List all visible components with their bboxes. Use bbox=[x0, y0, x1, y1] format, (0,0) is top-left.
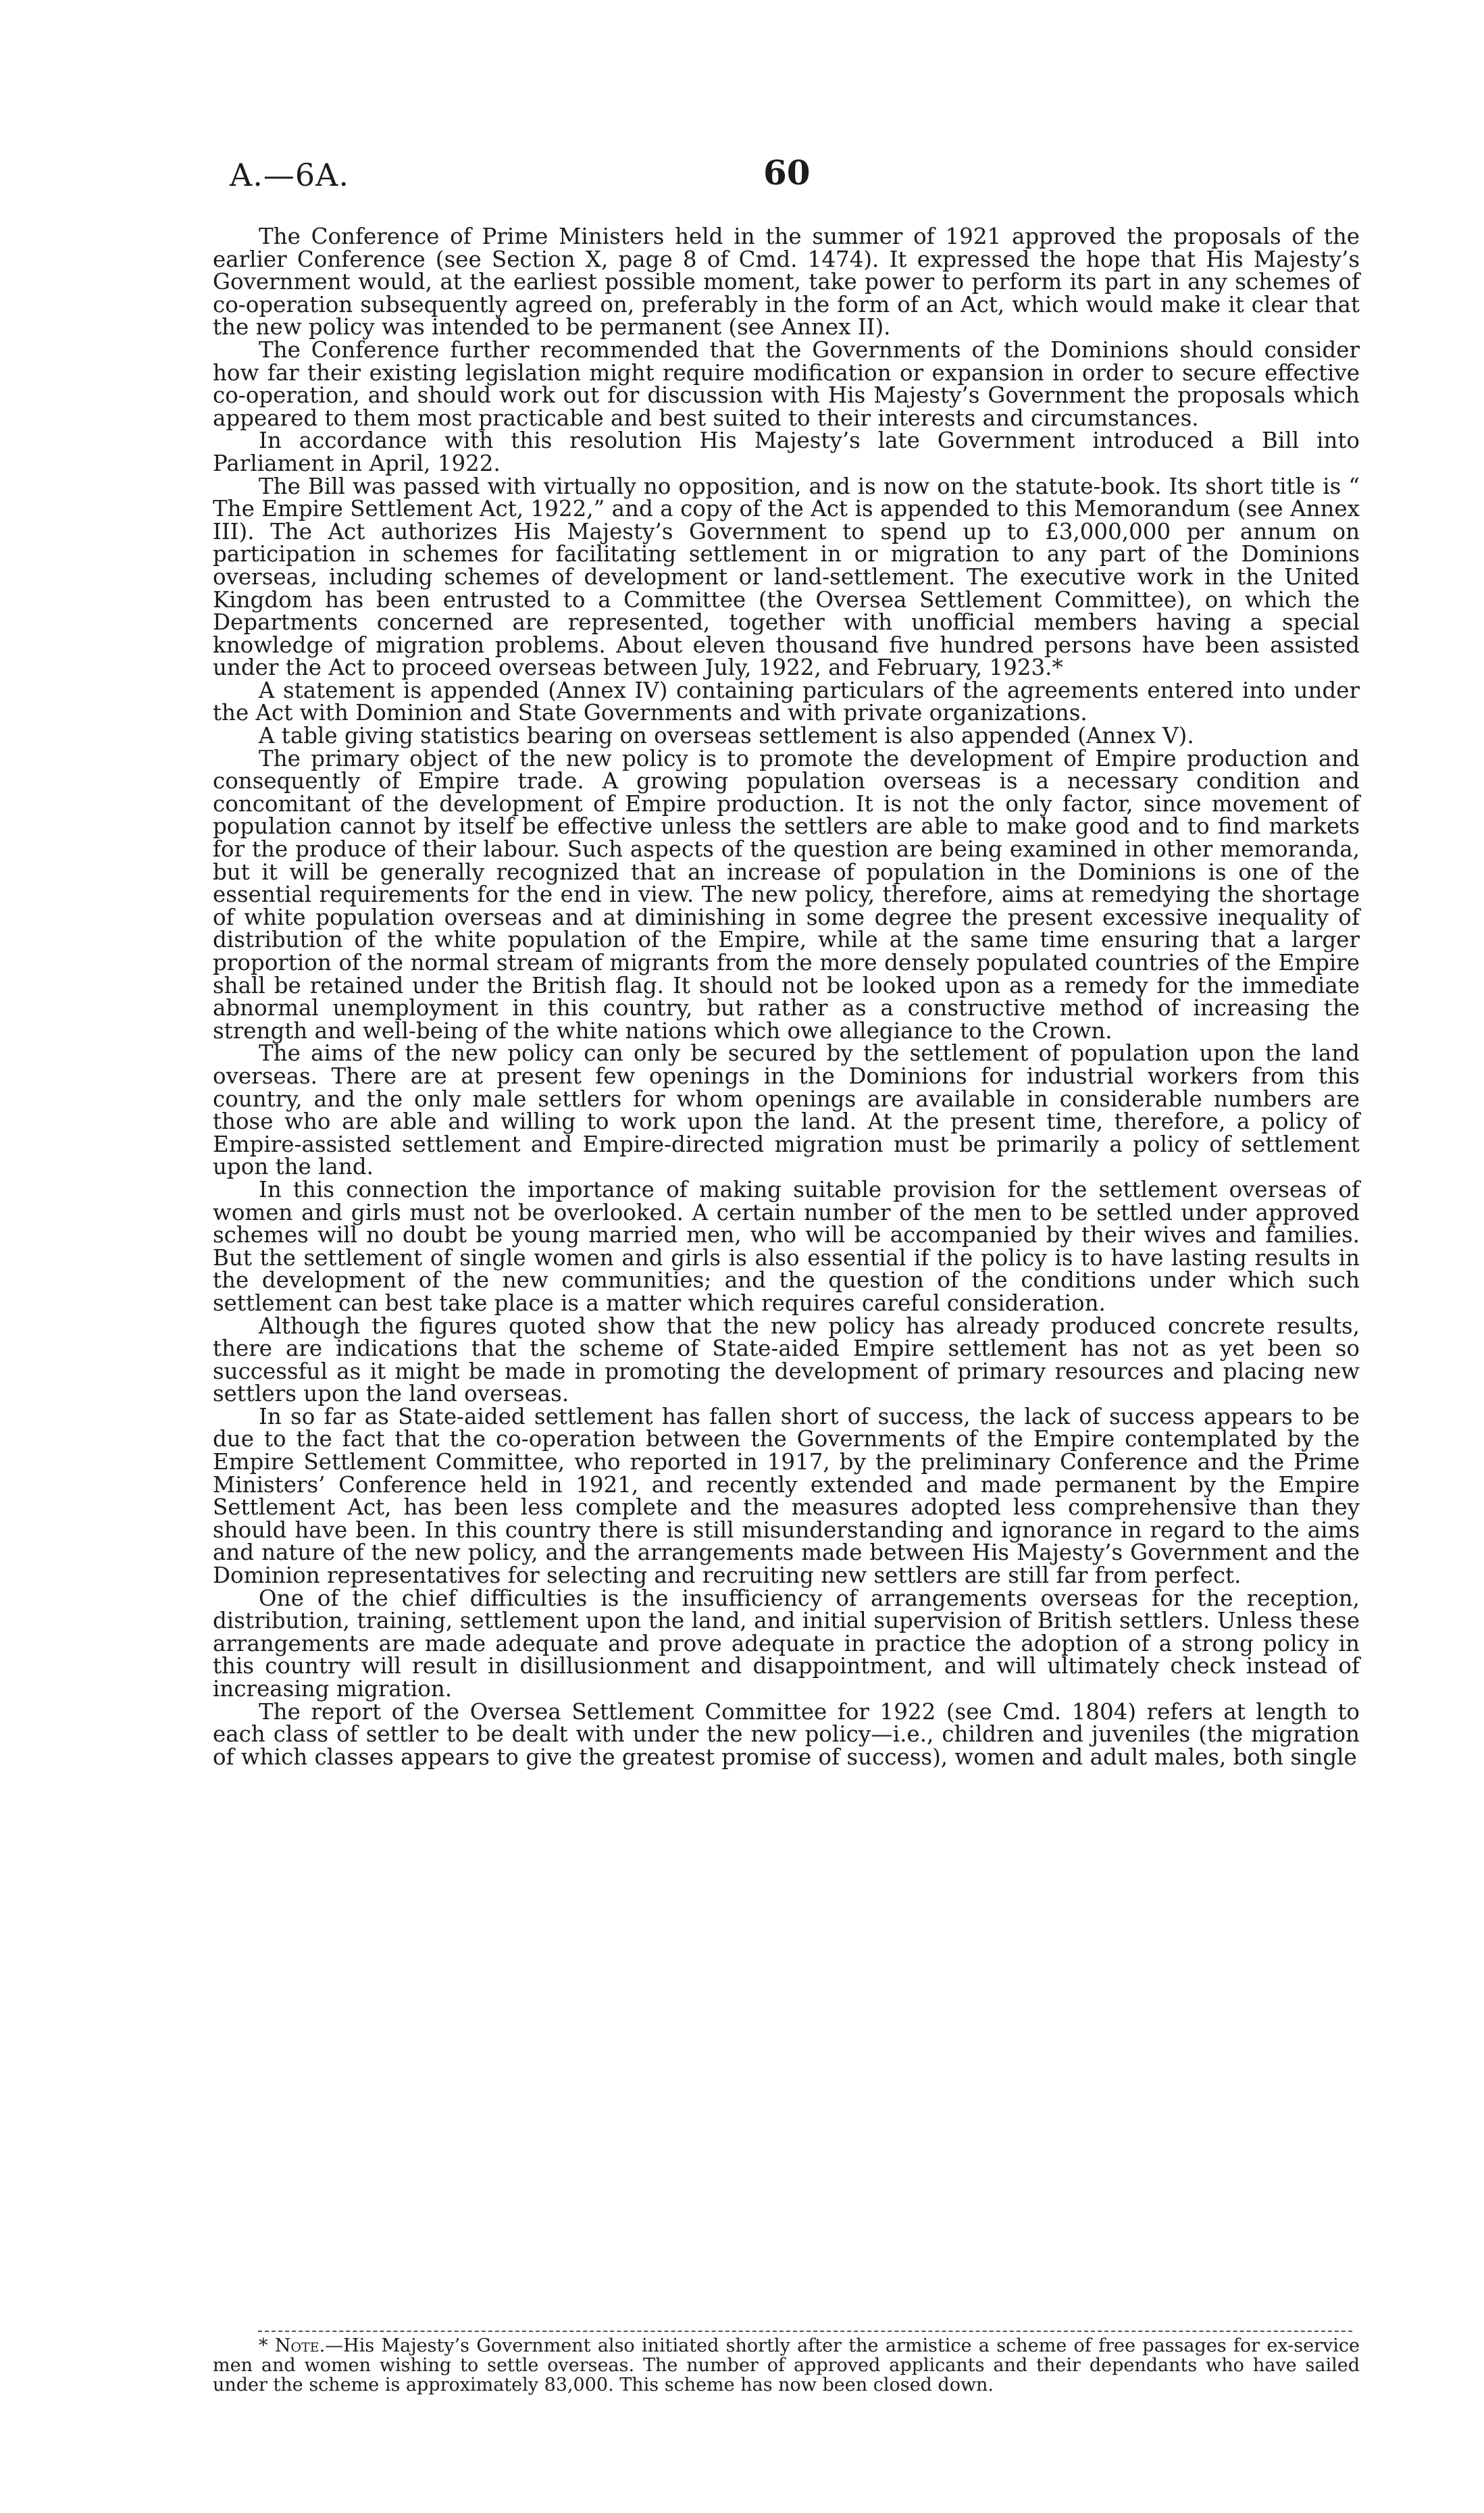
paragraph: In accordance with this resolution His Majesty’s late Government introduced a Bill into Parliament in April, 1922. bbox=[213, 428, 1360, 476]
footnote-divider bbox=[258, 2331, 1352, 2332]
paragraph: In this connection the importance of making suitable provision for the settlement overseas of women and girls must not be overlooked. A certain number of the men to be settled under approved schemes will no doubt be young married men, who will be accompanied by their wives and families. But the settlement of single women and girls is also essential if the policy is to have lasting results in the development of the new communities; and the question of the conditions under which such settlement can best take place is a matter which requires careful consideration. bbox=[213, 1176, 1360, 1316]
page-number: 60 bbox=[763, 153, 811, 193]
document-reference: A.—6A. bbox=[230, 157, 349, 193]
paragraph: Although the figures quoted show that the new policy has already produced concrete results, there are indications that the scheme of State-aided Empire settlement has not as yet been so successful as it might be made in promoting the development of primary resources and placing new settlers upon the land overseas. bbox=[213, 1313, 1360, 1407]
paragraph: The aims of the new policy can only be secured by the settlement of population upon the land overseas. There are at present few openings in the Dominions for industrial workers from this country, and the only male settlers for whom openings are available in considerable numbers are those who are able and willing to work upon the land. At the present time, therefore, a policy of Empire-assisted settlement and Empire-directed migration must be primarily a policy of settlement upon the land. bbox=[213, 1040, 1360, 1180]
paragraph: A statement is appended (Annex IV) containing particulars of the agreements entered into under the Act with Dominion and State Governments and with private organizations. bbox=[213, 677, 1360, 726]
footnote-mark: * Note. bbox=[259, 2335, 326, 2356]
footnote-paragraph bbox=[213, 2336, 1360, 2395]
paragraph: The report of the Oversea Settlement Committee for 1922 (see Cmd. 1804) refers at length to each class of settler to be dealt with under the new policy—i.e., children and juveniles (the migration of which classes appears to give the greatest promise of success), women and adult males, both single bbox=[213, 1698, 1360, 1770]
paragraph: The Bill was passed with virtually no opposition, and is now on the statute-book. Its short title is “ The Empire Settlement Act, 1922,” and a copy of the Act is appended to this Memorandum (see Annex III). The Act authorizes His Majesty’s Government to spend up to £3,000,000 per annum on participation in schemes for facilitating settlement in or migration to any part of the Dominions overseas, including schemes of development or land-settlement. The executive work in the United Kingdom has been entrusted to a Committee (the Oversea Settlement Committee), on which the Departments concerned are represented, together with unofficial members having a special knowledge of migration problems. About eleven thousand five hundred persons have been assisted under the Act to proceed overseas between July, 1922, and February, 1923.* bbox=[213, 473, 1360, 681]
footnote-text: —His Majesty’s Government also initiated shortly after the armistice a scheme of free passages for ex-service men and women wishing to settle overseas. The number of approved applicants and their dependants who have sailed under the scheme is approximately 83,000. This scheme has now been closed down. bbox=[213, 2335, 1360, 2395]
paragraph: The Conference further recommended that the Governments of the Dominions should consider how far their existing legislation might require modification or expansion in order to secure effective co-operation, and should work out for discussion with His Majesty’s Government the proposals which appeared to them most practicable and best suited to their interests and circumstances. bbox=[213, 336, 1360, 431]
paragraph: The primary object of the new policy is to promote the development of Empire production and consequently of Empire trade. A growing population overseas is a necessary condition and concomitant of the development of Empire production. It is not the only factor, since movement of population cannot by itself be effective unless the settlers are able to make good and to find markets for the produce of their labour. Such aspects of the question are being examined in other memoranda, but it will be generally recognized that an increase of population in the Dominions is one of the essential requirements for the end in view. The new policy, therefore, aims at remedying the shortage of white population overseas and at diminishing in some degree the present excessive inequality of distribution of the white population of the Empire, while at the same time ensuring that a larger proportion of the normal stream of migrants from the more densely populated countries of the Empire shall be retained under the British flag. It should not be looked upon as a remedy for the immediate abnormal unemployment in this country, but rather as a constructive method of increasing the strength and well-being of the white nations which owe allegiance to the Crown. bbox=[213, 745, 1360, 1044]
paragraph: One of the chief difficulties is the insufficiency of arrangements overseas for the reception, distribution, training, settlement upon the land, and initial supervision of British settlers. Unless these arrangements are made adequate and prove adequate in practice the adoption of a strong policy in this country will result in disillusionment and disappointment, and will ultimately check instead of increasing migration. bbox=[213, 1585, 1360, 1702]
body-text bbox=[213, 226, 1360, 1769]
paragraph: The Conference of Prime Ministers held in the summer of 1921 approved the proposals of the earlier Conference (see Section X, page 8 of Cmd. 1474). It expressed the hope that His Majesty’s Government would, at the earliest possible moment, take power to perform its part in any schemes of co-operation subsequently agreed on, preferably in the form of an Act, which would make it clear that the new policy was intended to be permanent (see Annex II). bbox=[213, 224, 1360, 340]
paragraph: In so far as State-aided settlement has fallen short of success, the lack of success appears to be due to the fact that the co-operation between the Governments of the Empire contemplated by the Empire Settlement Committee, who reported in 1917, by the preliminary Conference and the Prime Ministers’ Conference held in 1921, and recently extended and made permanent by the Empire Settlement Act, has been less complete and the measures adopted less comprehensive than they should have been. In this country there is still misunderstanding and ignorance in regard to the aims and nature of the new policy, and the arrangements made between His Majesty’s Government and the Dominion representatives for selecting and recruiting new settlers are still far from perfect. bbox=[213, 1403, 1360, 1589]
footnote bbox=[213, 2336, 1360, 2395]
paragraph: A table giving statistics bearing on overseas settlement is also appended (Annex V). bbox=[259, 723, 1194, 749]
